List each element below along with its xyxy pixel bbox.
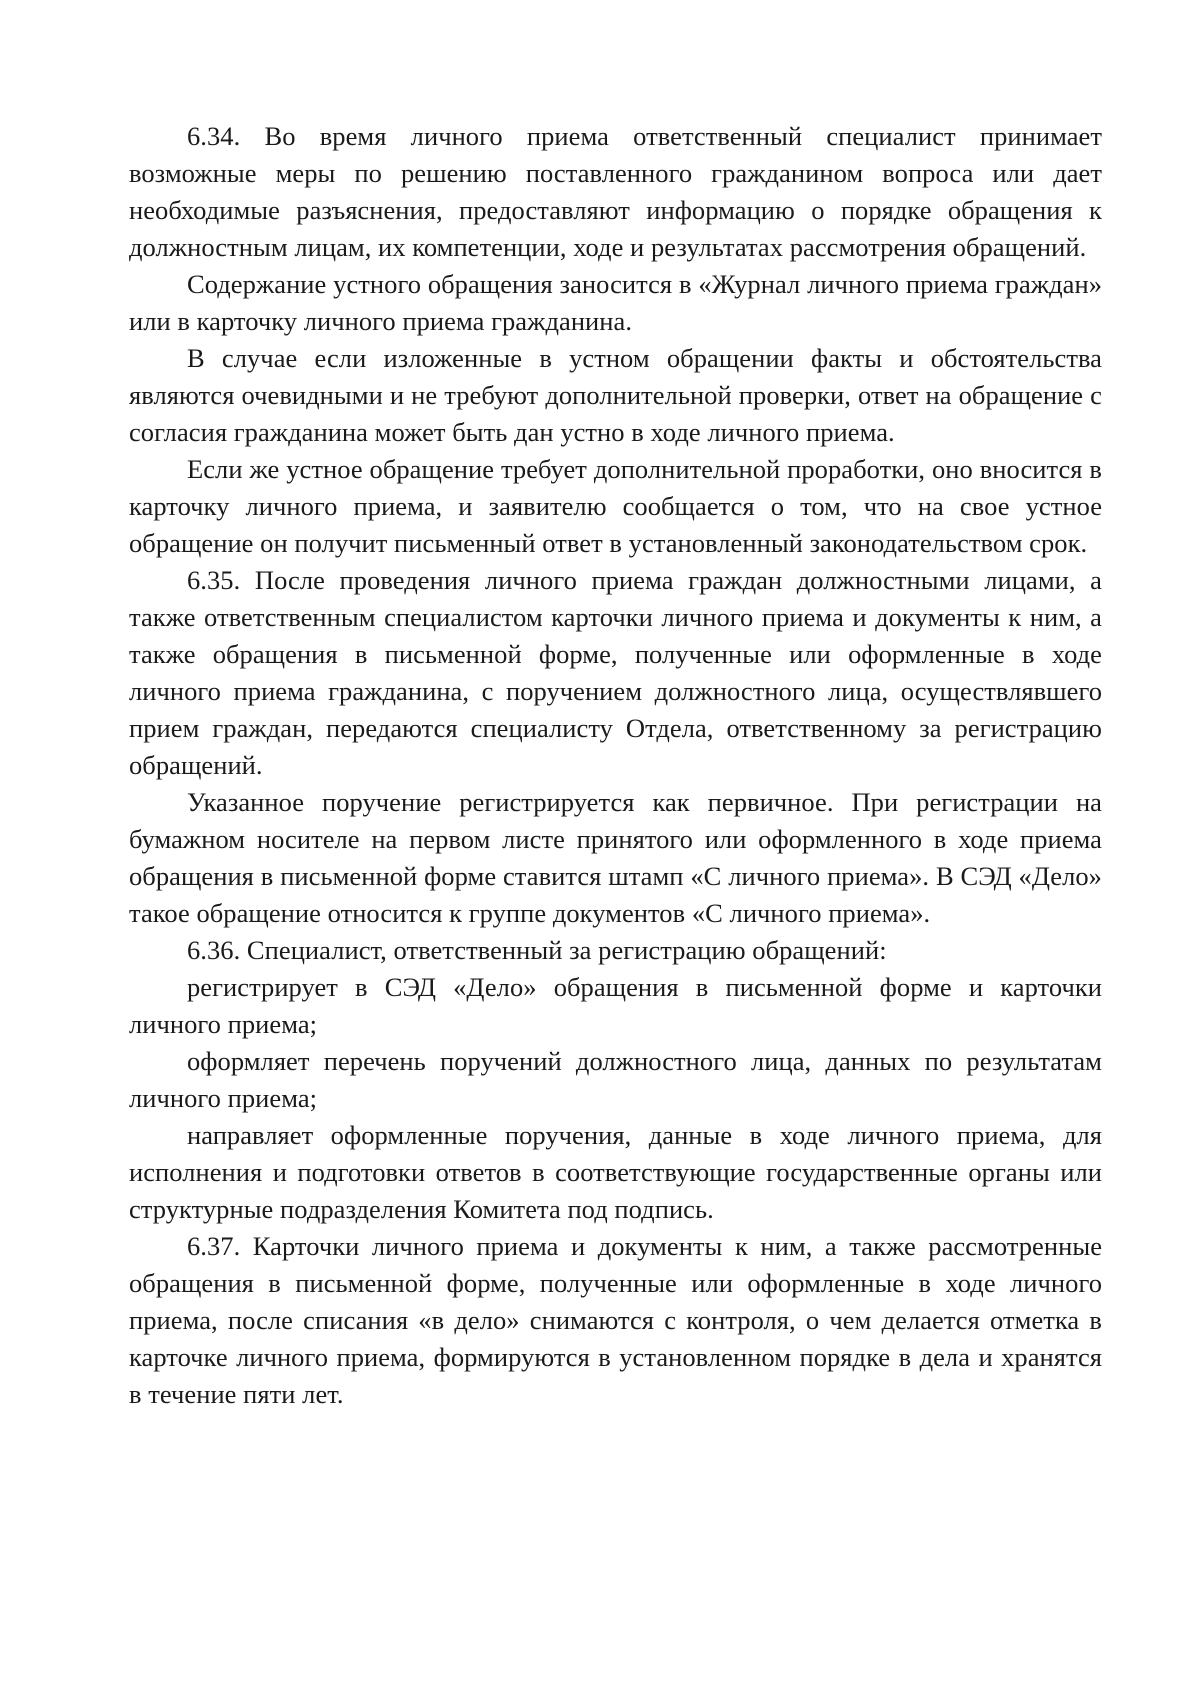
paragraph-oral-answer: В случае если изложенные в устном обращении факты и обстоятельства являются очевидными и не требуют дополнительной проверки, ответ на обращение с согласия гражданина может быть дан устно в ходе личного приема. (129, 343, 1102, 447)
paragraph-sends-instructions: направляет оформленные поручения, данные в ходе личного приема, для исполнения и подготовки ответов в соответствующие государственные органы или структурные подразделения Комитета под подпись. (129, 1120, 1102, 1224)
paragraph-written-answer: Если же устное обращение требует дополнительной проработки, оно вносится в карточку личного приема, и заявителю сообщается о том, что на свое устное обращение он получит письменный ответ в установленный законодательством срок. (129, 454, 1102, 558)
paragraph-6-34: 6.34. Во время личного приема ответственный специалист принимает возможные меры по решению поставленного гражданином вопроса или дает необходимые разъяснения, предоставляют информацию о порядке обращения к должностным лицам, их компетенции, ходе и результатах рассмотрения обращений. (129, 121, 1102, 262)
paragraph-6-35: 6.35. После проведения личного приема граждан должностными лицами, а также ответственным специалистом карточки личного приема и документы к ним, а также обращения в письменной форме, полученные или оформленные в ходе личного приема гражданина, с поручением должностного лица, осуществлявшего прием граждан, передаются специалисту Отдела, ответственному за регистрацию обращений. (129, 565, 1102, 780)
paragraph-registers: регистрирует в СЭД «Дело» обращения в письменной форме и карточки личного приема; (129, 972, 1102, 1039)
paragraph-6-36: 6.36. Специалист, ответственный за регистрацию обращений: (187, 935, 887, 965)
document-page (129, 118, 1102, 1413)
paragraph-oral-appeal-content: Содержание устного обращения заносится в «Журнал личного приема граждан» или в карточку личного приема гражданина. (129, 269, 1102, 336)
paragraph-6-37: 6.37. Карточки личного приема и документы к ним, а также рассмотренные обращения в письменной форме, полученные или оформленные в ходе личного приема, после списания «в дело» снимаются с контроля, о чем делается отметка в карточке личного приема, формируются в установленном порядке в дела и хранятся в течение пяти лет. (129, 1231, 1102, 1409)
paragraph-draws-up-list: оформляет перечень поручений должностного лица, данных по результатам личного приема; (129, 1046, 1102, 1113)
paragraph-registration-stamp: Указанное поручение регистрируется как первичное. При регистрации на бумажном носителе на первом листе принятого или оформленного в ходе приема обращения в письменной форме ставится штамп «С личного приема». В СЭД «Дело» такое обращение относится к группе документов «С личного приема». (129, 787, 1102, 928)
